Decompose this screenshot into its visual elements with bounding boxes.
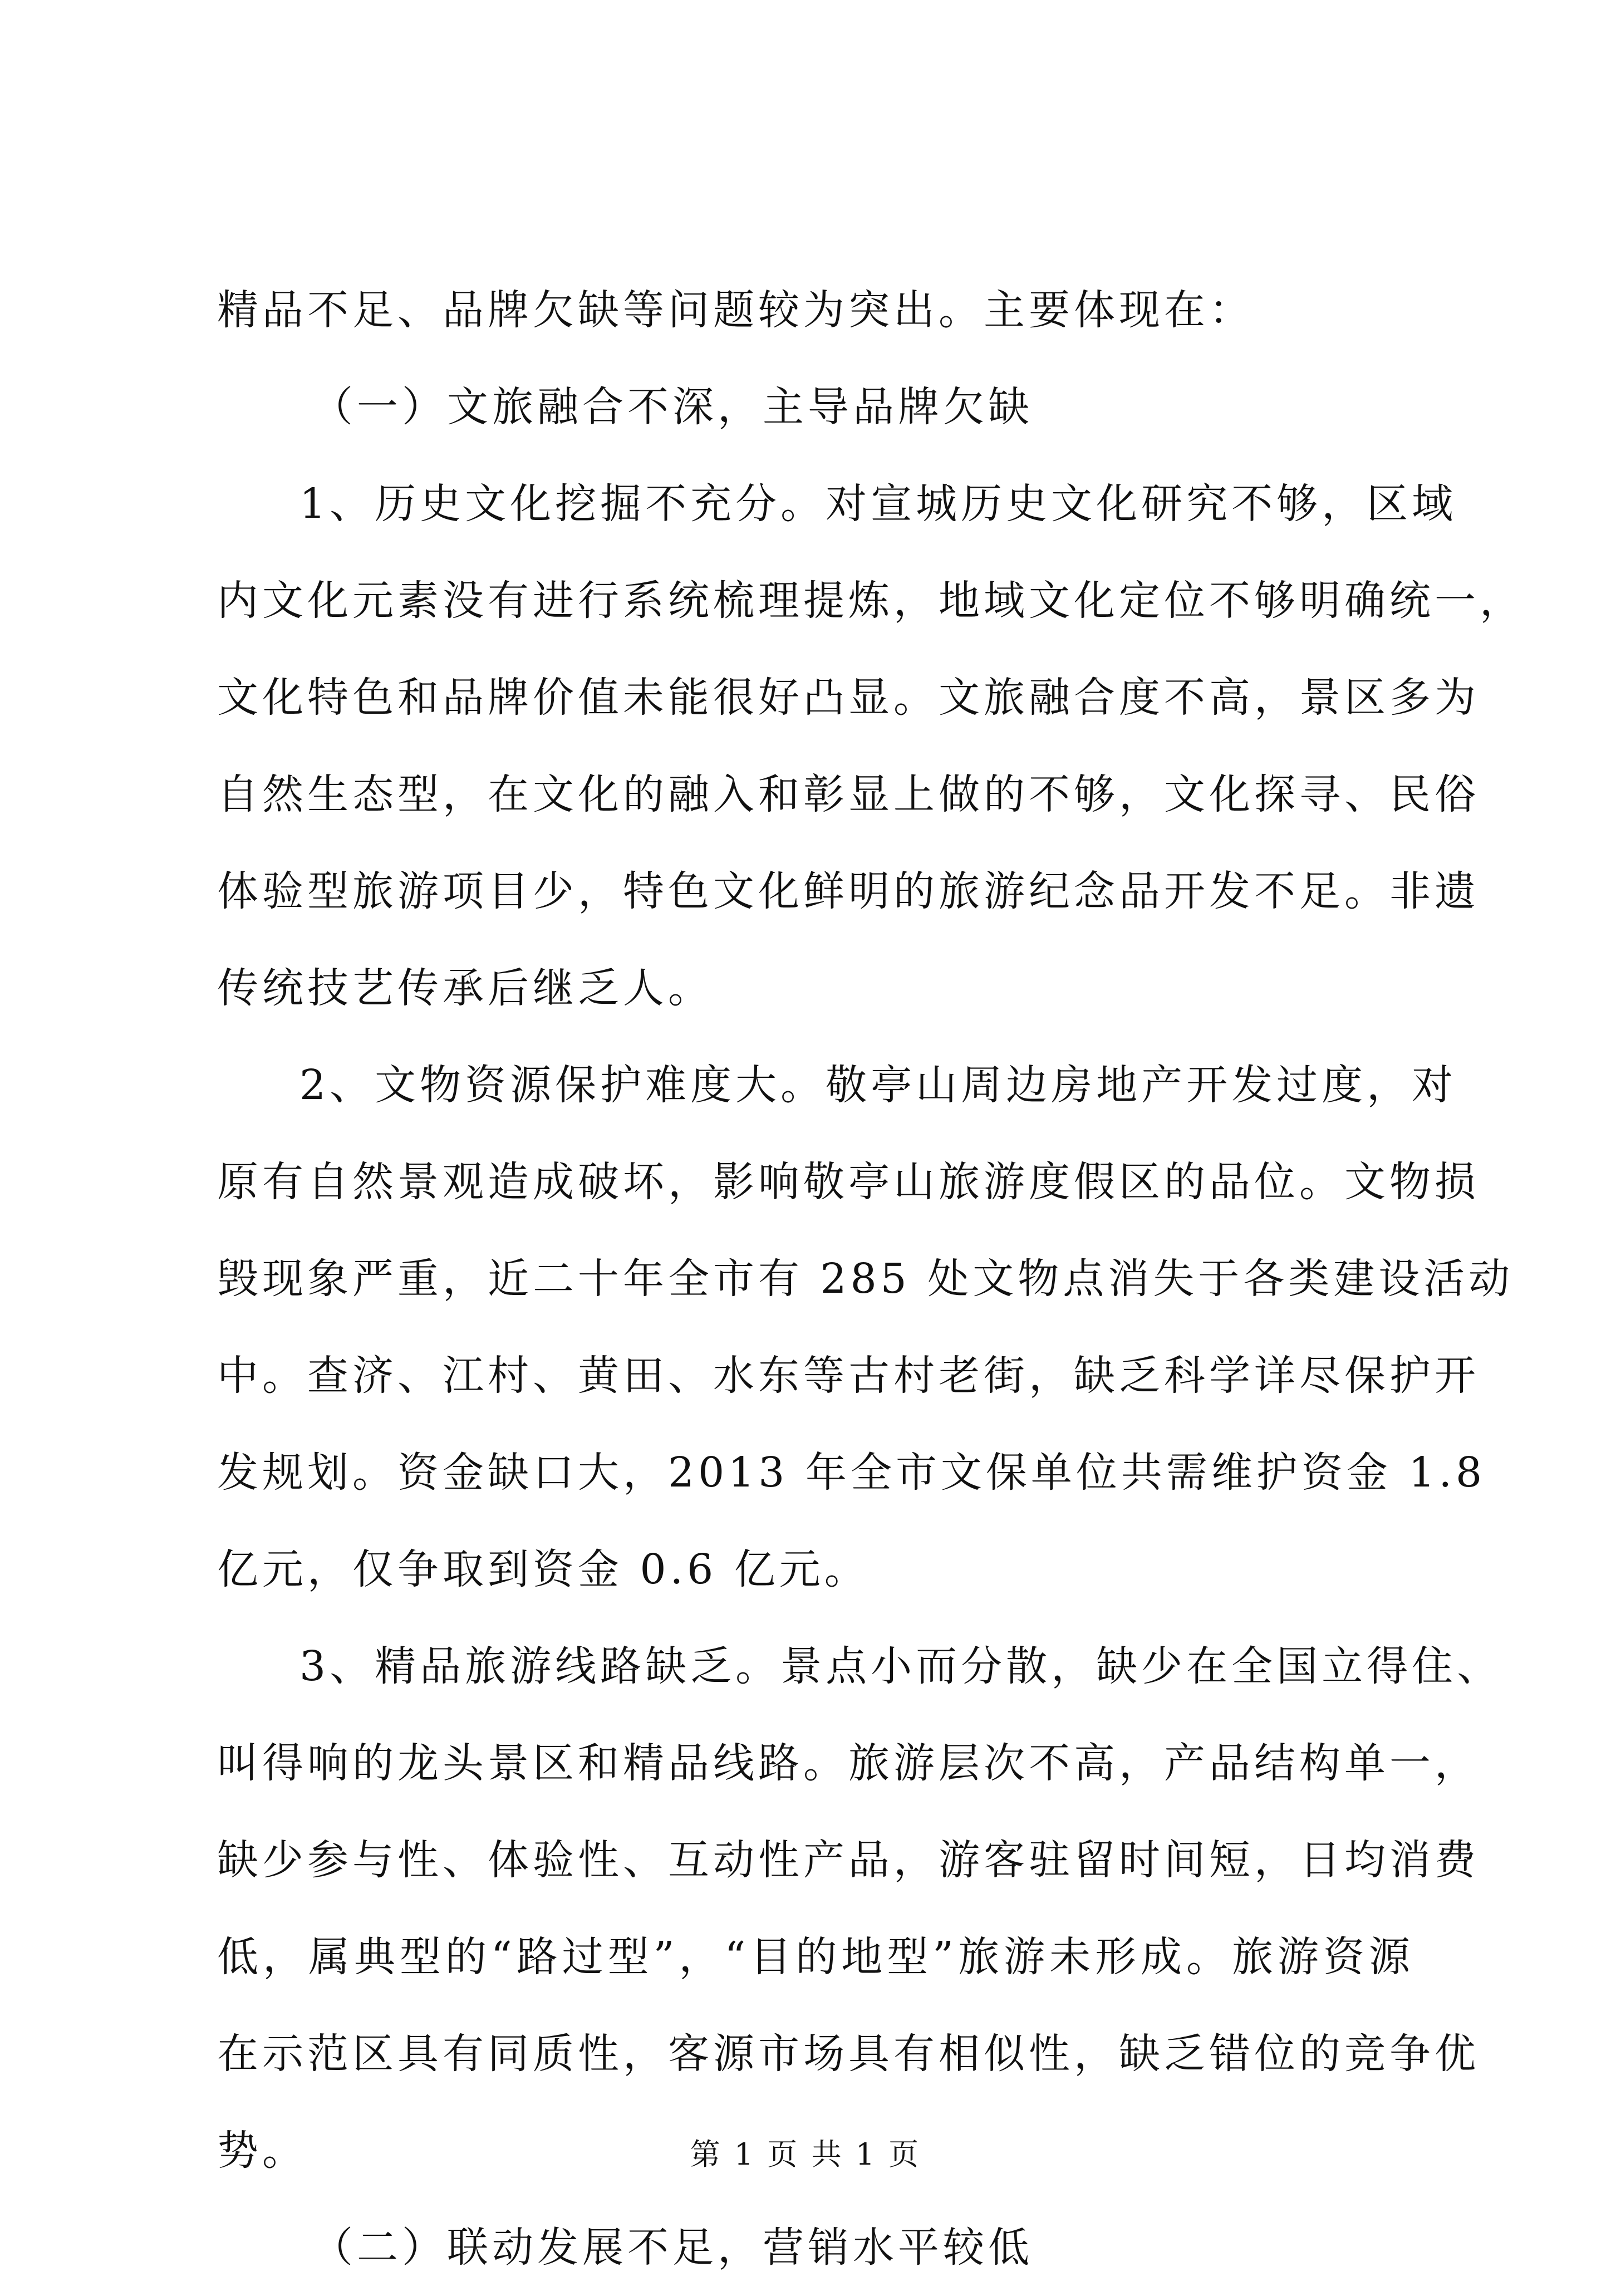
paragraph-line: 原有自然景观造成破坏，影响敬亭山旅游度假区的品位。文物损 bbox=[217, 1158, 1480, 1206]
paragraph-line: 自然生态型，在文化的融入和彰显上做的不够，文化探寻、民俗 bbox=[217, 771, 1480, 818]
section-heading: （一）文旅融合不深，主导品牌欠缺 bbox=[312, 383, 1033, 431]
document-body bbox=[217, 262, 1525, 2296]
text-line: 精品不足、品牌欠缺等问题较为突出。主要体现在： bbox=[217, 286, 1254, 334]
paragraph-line: 发规划。资金缺口大，2013 年全市文保单位共需维护资金 1.8 bbox=[217, 1449, 1486, 1497]
paragraph-line: 低，属典型的“路过型”，“目的地型”旅游未形成。旅游资源 bbox=[217, 1933, 1414, 1981]
paragraph-line: 3、精品旅游线路缺乏。景点小而分散，缺少在全国立得住、 bbox=[299, 1642, 1502, 1690]
paragraph-line: 缺少参与性、体验性、互动性产品，游客驻留时间短，日均消费 bbox=[217, 1836, 1480, 1884]
page-number-footer: 第 1 页 共 1 页 bbox=[690, 2137, 921, 2172]
paragraph-line: 内文化元素没有进行系统梳理提炼，地域文化定位不够明确统一， bbox=[217, 577, 1525, 625]
paragraph-line: 在示范区具有同质性，客源市场具有相似性，缺乏错位的竞争优 bbox=[217, 2030, 1480, 2078]
paragraph-line: 中。查济、江村、黄田、水东等古村老街，缺乏科学详尽保护开 bbox=[217, 1352, 1480, 1400]
section-heading: （二）联动发展不足，营销水平较低 bbox=[312, 2224, 1033, 2272]
paragraph-line: 2、文物资源保护难度大。敬亭山周边房地产开发过度，对 bbox=[299, 1061, 1457, 1109]
paragraph-line: 文化特色和品牌价值未能很好凸显。文旅融合度不高，景区多为 bbox=[217, 674, 1480, 722]
paragraph-line: 1、历史文化挖掘不充分。对宣城历史文化研究不够，区域 bbox=[299, 480, 1457, 528]
paragraph-line: 毁现象严重，近二十年全市有 285 处文物点消失于各类建设活动 bbox=[217, 1255, 1514, 1303]
paragraph-line: 体验型旅游项目少，特色文化鲜明的旅游纪念品开发不足。非遗 bbox=[217, 867, 1480, 915]
paragraph-line: 亿元，仅争取到资金 0.6 亿元。 bbox=[217, 1546, 870, 1593]
paragraph-line: 势。 bbox=[217, 2127, 307, 2175]
paragraph-line: 传统技艺传承后继乏人。 bbox=[217, 964, 713, 1012]
paragraph-line: 叫得响的龙头景区和精品线路。旅游层次不高，产品结构单一， bbox=[217, 1739, 1480, 1787]
